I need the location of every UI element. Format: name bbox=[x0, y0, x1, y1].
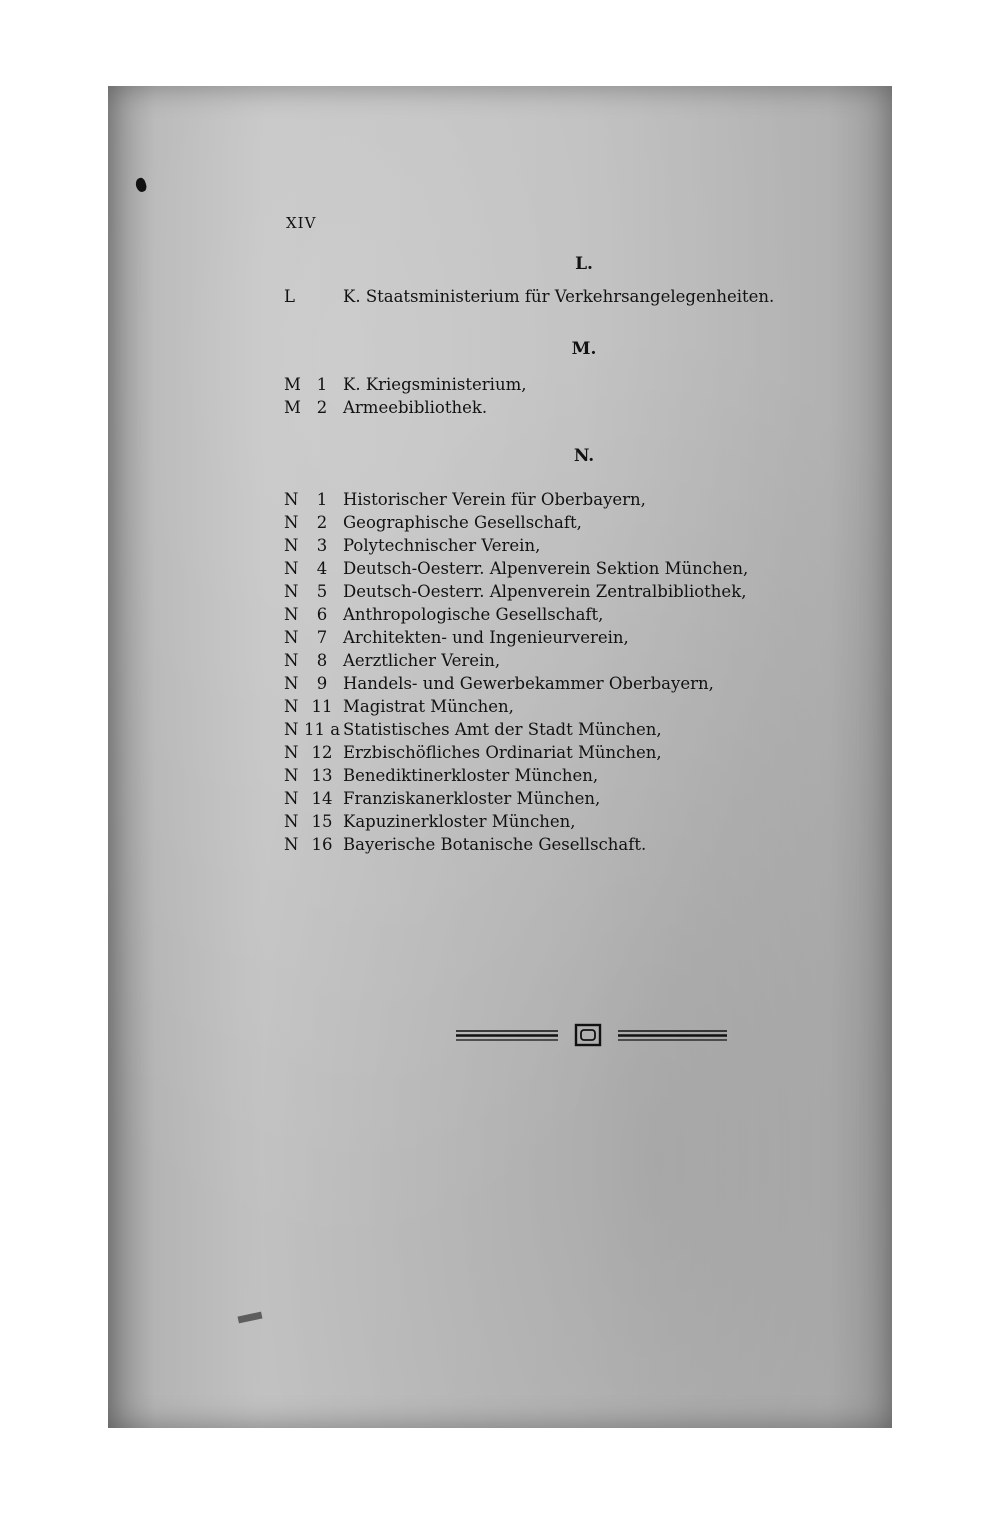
list-item bbox=[284, 720, 844, 743]
entry-letter: N bbox=[284, 513, 299, 532]
entry-number: 9 bbox=[316, 674, 328, 693]
entry-letter: N bbox=[284, 766, 299, 785]
entry-number: 14 bbox=[311, 789, 333, 808]
entry-number: 2 bbox=[316, 513, 328, 532]
entry-number: 15 bbox=[311, 812, 333, 831]
entry-text: Anthropologische Gesellschaft, bbox=[343, 605, 604, 624]
entry-letter: N bbox=[284, 536, 299, 555]
list-item bbox=[284, 651, 844, 674]
entry-text: Magistrat München, bbox=[343, 697, 514, 716]
entry-letter: N bbox=[284, 789, 299, 808]
entry-text: K. Kriegsministerium, bbox=[343, 375, 527, 394]
entry-text: Historischer Verein für Oberbayern, bbox=[343, 490, 646, 509]
list-item bbox=[284, 628, 844, 651]
entry-number: 2 bbox=[316, 398, 328, 417]
entry-text: Polytechnischer Verein, bbox=[343, 536, 541, 555]
entry-letter: N bbox=[284, 490, 299, 509]
entry-number: 12 bbox=[311, 743, 333, 762]
entry-letter: N bbox=[284, 605, 299, 624]
section-heading-l: L. bbox=[575, 254, 593, 274]
list-item bbox=[284, 398, 844, 421]
entry-text: K. Staatsministerium für Verkehrsangelegenheiten. bbox=[343, 287, 775, 306]
entry-letter: N bbox=[284, 628, 299, 647]
entry-text: Erzbischöfliches Ordinariat München, bbox=[343, 743, 662, 762]
entry-letter: N bbox=[284, 559, 299, 578]
ornament-center-box bbox=[576, 1025, 600, 1045]
entry-text: Benediktinerkloster München, bbox=[343, 766, 599, 785]
entry-text: Deutsch-Oesterr. Alpenverein Zentralbibliothek, bbox=[343, 582, 747, 601]
entry-letter: N bbox=[284, 812, 299, 831]
list-item bbox=[284, 743, 844, 766]
entry-text: Franziskanerkloster München, bbox=[343, 789, 601, 808]
list-item bbox=[284, 375, 844, 398]
entry-number: 5 bbox=[316, 582, 328, 601]
ornament-left-rule bbox=[456, 1031, 558, 1040]
entry-number: 8 bbox=[316, 651, 328, 670]
entry-letter: L bbox=[284, 287, 295, 306]
entry-text: Deutsch-Oesterr. Alpenverein Sektion München, bbox=[343, 559, 749, 578]
section-heading-m: M. bbox=[571, 339, 597, 359]
list-item bbox=[284, 674, 844, 697]
entry-text: Geographische Gesellschaft, bbox=[343, 513, 582, 532]
entry-letter: N bbox=[284, 651, 299, 670]
list-item bbox=[284, 605, 844, 628]
ink-blot bbox=[134, 177, 148, 194]
list-item bbox=[284, 287, 844, 310]
entry-text: Bayerische Botanische Gesellschaft. bbox=[343, 835, 647, 854]
ornament-right-rule bbox=[618, 1031, 727, 1040]
entry-letter: N bbox=[284, 743, 299, 762]
list-item bbox=[284, 582, 844, 605]
entry-number: 6 bbox=[316, 605, 328, 624]
entry-number: 13 bbox=[311, 766, 333, 785]
entry-letter: N bbox=[284, 835, 299, 854]
list-item bbox=[284, 559, 844, 582]
page-number: XIV bbox=[286, 214, 317, 232]
entry-number: 16 bbox=[311, 835, 333, 854]
entry-letter: N bbox=[284, 697, 299, 716]
list-item bbox=[284, 789, 844, 812]
entry-number: 1 bbox=[316, 490, 328, 509]
ink-smudge bbox=[238, 1312, 263, 1324]
entry-text: Armeebibliothek. bbox=[343, 398, 488, 417]
entry-number: 1 bbox=[316, 375, 328, 394]
list-item bbox=[284, 490, 844, 513]
entry-letter: M bbox=[284, 375, 301, 394]
list-item bbox=[284, 513, 844, 536]
entry-letter: N bbox=[284, 720, 299, 739]
scanned-page bbox=[108, 86, 892, 1428]
list-item bbox=[284, 835, 844, 858]
list-item bbox=[284, 766, 844, 789]
entry-number: 3 bbox=[316, 536, 328, 555]
entry-number: 4 bbox=[316, 559, 328, 578]
entry-text: Handels- und Gewerbekammer Oberbayern, bbox=[343, 674, 714, 693]
list-item bbox=[284, 536, 844, 559]
entry-number: 11 bbox=[311, 697, 333, 716]
entry-letter: N bbox=[284, 674, 299, 693]
entry-text: Aerztlicher Verein, bbox=[343, 651, 501, 670]
entry-text: Statistisches Amt der Stadt München, bbox=[343, 720, 662, 739]
entry-text: Architekten- und Ingenieurverein, bbox=[343, 628, 629, 647]
section-heading-n: N. bbox=[573, 446, 595, 466]
entry-letter: M bbox=[284, 398, 301, 417]
entry-number: 11 a bbox=[304, 720, 341, 739]
list-item bbox=[284, 697, 844, 720]
entry-letter: N bbox=[284, 582, 299, 601]
list-item bbox=[284, 812, 844, 835]
entry-text: Kapuzinerkloster München, bbox=[343, 812, 576, 831]
ornament-divider bbox=[454, 1023, 729, 1047]
entry-number: 7 bbox=[316, 628, 328, 647]
